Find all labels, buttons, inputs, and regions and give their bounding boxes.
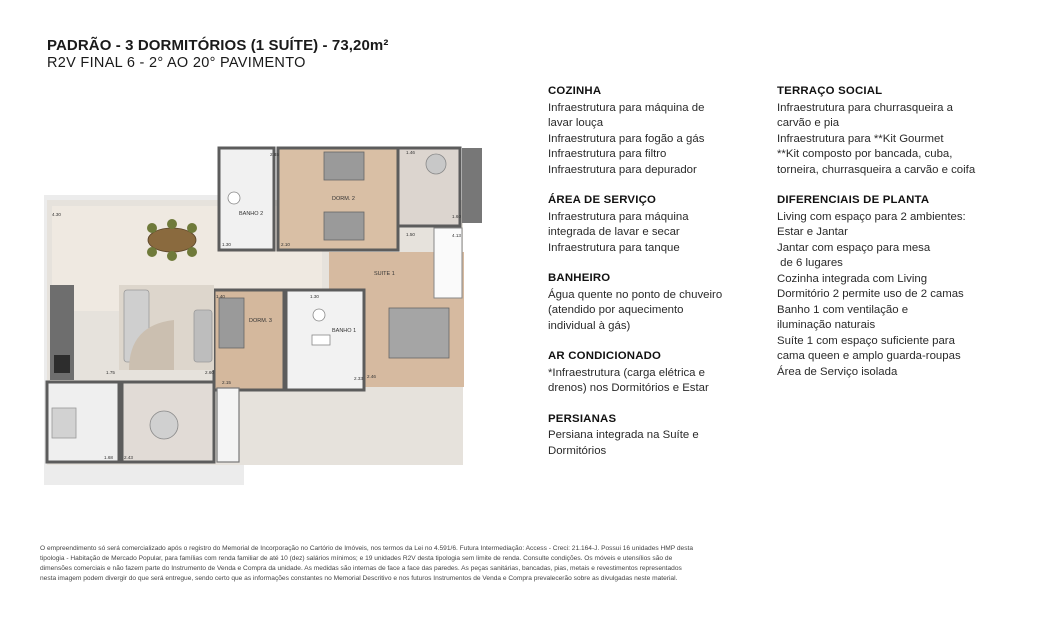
- feature-line: Infraestrutura para **Kit Gourmet: [777, 132, 944, 145]
- stove: [54, 355, 70, 373]
- feature-line: individual à gás): [548, 319, 631, 332]
- dim-label: 2.43: [124, 455, 133, 460]
- dim-label: 1.46: [406, 150, 415, 155]
- dim-label: 2.15: [222, 380, 231, 385]
- feature-line: Persiana integrada na Suíte e: [548, 429, 699, 441]
- section-heading: AR CONDICIONADO: [548, 350, 662, 362]
- feature-line: lavar louça: [548, 117, 604, 129]
- feature-line: *Infraestrutura (carga elétrica e: [548, 366, 706, 379]
- suite-bed: [389, 308, 449, 358]
- feature-section-diferenciais: [777, 193, 1017, 380]
- dim-label: 1.75: [106, 370, 115, 375]
- feature-line: (atendido por aquecimento: [548, 304, 684, 316]
- legal-disclaimer: [40, 544, 800, 584]
- section-heading: PERSIANAS: [548, 412, 617, 425]
- dim-label: 1.68: [104, 455, 113, 460]
- dining-chair: [147, 223, 157, 233]
- dim-label: 1.30: [310, 294, 319, 299]
- dim-label: 2.60: [205, 370, 214, 375]
- feature-line: cama queen e amplo guarda-roupas: [777, 350, 961, 362]
- feature-line: Jantar com espaço para mesa: [777, 241, 931, 254]
- section-heading: COZINHA: [548, 85, 602, 97]
- section-heading: DIFERENCIAIS DE PLANTA: [777, 194, 930, 206]
- dim-label: 2.85: [270, 152, 279, 157]
- feature-line: integrada de lavar e secar: [548, 226, 680, 238]
- feature-section-area-servico: [548, 193, 763, 256]
- feature-section-cozinha: [548, 84, 763, 178]
- feature-line: Infraestrutura para filtro: [548, 148, 667, 160]
- suite-closet: [434, 228, 462, 298]
- feature-line: Banho 1 com ventilação e: [777, 303, 909, 316]
- dorm2-bed-2: [324, 212, 364, 240]
- feature-line: Infraestrutura para fogão a gás: [548, 132, 705, 145]
- room-label-banho2: BANHO 2: [239, 211, 264, 217]
- plan-subtitle: R2V FINAL 6 - 2° AO 20° PAVIMENTO: [47, 55, 306, 71]
- terrace-table: [150, 411, 178, 439]
- feature-line: Infraestrutura para máquina: [548, 210, 689, 223]
- dining-chair: [187, 223, 197, 233]
- dim-label: 1.50: [406, 232, 415, 237]
- feature-line: Infraestrutura para tanque: [548, 241, 680, 254]
- feature-line: carvão e pia: [777, 117, 840, 129]
- dim-label: 1.60: [452, 214, 461, 219]
- dim-label: 1.30: [222, 242, 231, 247]
- disclaimer-line: nesta imagem podem divergir do que será entregue, sendo certo que as informações constantes no Memorial Descritivo e nos futuros Instrumentos de Venda e Compra prevalecerão sobre as divulgadas neste material.: [40, 575, 678, 582]
- disclaimer-line: dimensões comerciais e não fazem parte do Instrumento de Venda e Compra da unidade. As medidas são internas de face a face das paredes. As peças sanitárias, bancadas, pias, metais e revestimentos representados: [40, 565, 682, 572]
- toilet: [228, 192, 240, 204]
- feature-section-persianas: [548, 412, 763, 460]
- feature-section-ar-condicionado: [548, 349, 763, 397]
- room-label-banho1: BANHO 1: [332, 328, 357, 334]
- room-label-dorm2: DORM. 2: [332, 196, 355, 202]
- features-left-column: [548, 84, 763, 474]
- sink: [312, 335, 330, 345]
- feature-line: Área de Serviço isolada: [777, 365, 898, 378]
- feature-line: Dormitórios: [548, 444, 607, 457]
- dining-chair: [167, 219, 177, 229]
- dim-label: 2.10: [281, 242, 290, 247]
- feature-line: **Kit composto por bancada, cuba,: [777, 148, 953, 160]
- washer: [52, 408, 76, 438]
- feature-line: iluminação naturais: [777, 319, 876, 331]
- dining-chair: [147, 247, 157, 257]
- dim-label: 4.13: [452, 233, 461, 238]
- dorm3-bed: [219, 298, 244, 348]
- toilet: [313, 309, 325, 321]
- feature-section-banheiro: [548, 271, 763, 334]
- feature-line: Dormitório 2 permite uso de 2 camas: [777, 288, 964, 300]
- disclaimer-line: O empreendimento só será comercializado após o registro do Memorial de Incorporação no Cartório de Imóveis, nos termos da Lei no 4.591/6. Futura Intermediação: Access - Creci: 21.164-J. Possui 16 unidades HMP desta: [40, 545, 693, 552]
- room-label-suite1: SUITE 1: [374, 271, 395, 277]
- terrace-rail-bottom: [217, 388, 239, 462]
- feature-line: Living com espaço para 2 ambientes:: [777, 210, 966, 223]
- feature-line: Infraestrutura para depurador: [548, 163, 697, 176]
- dim-label: 2.33: [354, 376, 363, 381]
- disclaimer-line: tipologia - Habitação de Mercado Popular, para famílias com renda familiar de até 10 (dez) salários mínimos; e 19 unidades R2V desta tipologia sem limite de renda. Consulte condições. Os móveis e utensílios são de: [40, 555, 673, 562]
- section-heading: BANHEIRO: [548, 272, 611, 284]
- section-heading: ÁREA DE SERVIÇO: [548, 194, 657, 206]
- banho2-floor: [219, 148, 274, 250]
- plan-title: PADRÃO - 3 DORMITÓRIOS (1 SUÍTE) - 73,20m²: [47, 37, 389, 54]
- dining-chair: [187, 247, 197, 257]
- feature-line: Infraestrutura para máquina de: [548, 101, 705, 114]
- feature-line: Infraestrutura para churrasqueira a: [777, 101, 954, 114]
- floor-plan: [44, 140, 494, 485]
- feature-line: Cozinha integrada com Living: [777, 272, 928, 285]
- feature-line: Estar e Jantar: [777, 226, 848, 238]
- armchair: [194, 310, 212, 362]
- features-right-column: [777, 84, 1017, 395]
- dim-label: 2.46: [367, 374, 376, 379]
- terrace-rail: [462, 148, 482, 223]
- feature-line: torneira, churrasqueira a carvão e coifa: [777, 163, 976, 176]
- dim-label: 1.40: [216, 294, 225, 299]
- dining-chair: [167, 251, 177, 261]
- dorm2-bed-1: [324, 152, 364, 180]
- room-label-dorm3: DORM. 3: [249, 318, 272, 324]
- feature-line: Suíte 1 com espaço suficiente para: [777, 334, 955, 347]
- feature-section-terraco-social: [777, 84, 1017, 178]
- section-heading: TERRAÇO SOCIAL: [777, 85, 883, 97]
- feature-line: drenos) nos Dormitórios e Estar: [548, 382, 709, 394]
- feature-line: Água quente no ponto de chuveiro: [548, 288, 723, 301]
- dim-label: 4.30: [52, 212, 61, 217]
- terrace-table-top: [426, 154, 446, 174]
- feature-line: de 6 lugares: [777, 257, 843, 269]
